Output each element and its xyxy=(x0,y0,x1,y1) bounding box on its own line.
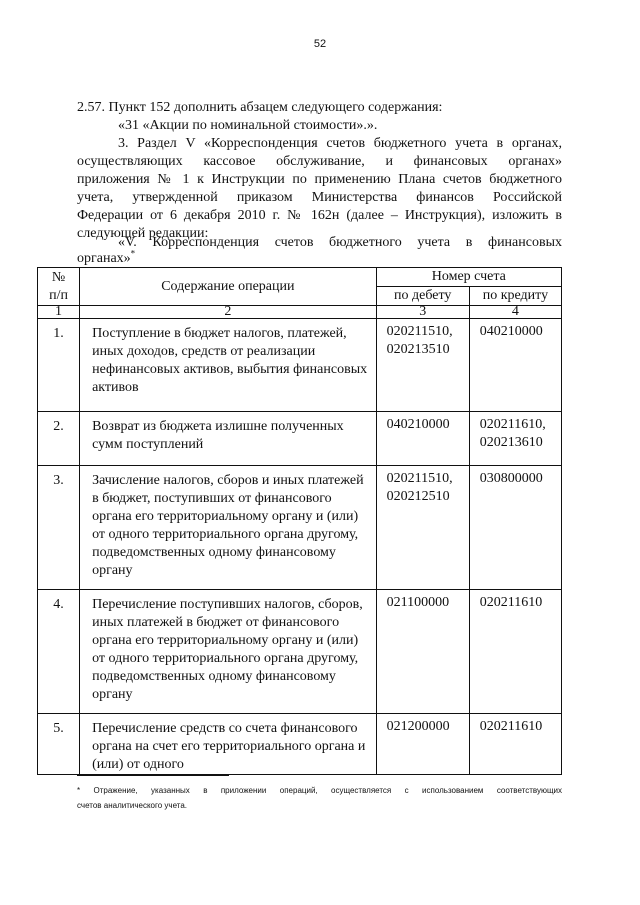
header-account-number: Номер счета xyxy=(376,268,561,287)
account-code: 040210000 xyxy=(386,417,450,432)
header-num xyxy=(38,268,80,306)
account-code: 020211610 xyxy=(479,719,543,734)
paragraph-line: осуществляющих кассовое обслуживание, и финансовых органах» xyxy=(77,154,562,169)
account-code: 020211510, xyxy=(386,324,453,339)
header-credit: по кредиту xyxy=(469,287,561,306)
column-index-cell: 4 xyxy=(469,306,561,319)
header-debit: по дебету xyxy=(376,287,469,306)
column-index-cell: 3 xyxy=(376,306,469,319)
row-debit xyxy=(376,590,469,714)
row-number: 4. xyxy=(38,590,80,714)
paragraph-line: учета, утвержденной приказом Министерства финансов Российской xyxy=(77,190,562,205)
account-code: 040210000 xyxy=(479,324,543,339)
table-row xyxy=(38,466,562,590)
row-operation: Поступление в бюджет налогов, платежей, иных доходов, средств от реализации нефинансовых активов, выбытия финансовых активов xyxy=(80,319,377,412)
paragraph-shares-item: «31 «Акции по номинальной стоимости».». xyxy=(118,118,378,133)
footnote-divider xyxy=(77,775,229,776)
paragraph-line: приложения № 1 к Инструкции по применению Плана счетов бюджетного xyxy=(77,172,562,187)
row-operation: Возврат из бюджета излишне полученных сумм поступлений xyxy=(80,412,377,466)
row-debit xyxy=(376,412,469,466)
header-num-line2: п/п xyxy=(49,287,68,303)
row-credit xyxy=(469,466,561,590)
row-credit xyxy=(469,590,561,714)
account-code: 020211510, xyxy=(386,471,453,486)
paragraph-line: следующей редакции: xyxy=(77,226,209,241)
row-operation: Перечисление поступивших налогов, сборов, иных платежей в бюджет от финансового органа его территориальному органу и (или) от одного территориального органа другому, подведомственных одному финансовому органу xyxy=(80,590,377,714)
row-number: 1. xyxy=(38,319,80,412)
table-row xyxy=(38,590,562,714)
account-code: 030800000 xyxy=(479,471,543,486)
row-number: 3. xyxy=(38,466,80,590)
table-row xyxy=(38,319,562,412)
account-code: 020213610 xyxy=(479,435,543,450)
column-index-row xyxy=(38,306,562,319)
account-code: 021100000 xyxy=(386,595,450,610)
paragraph-line: 3. Раздел V «Корреспонденция счетов бюджетного учета в органах, xyxy=(118,136,562,151)
account-code: 020211610, xyxy=(479,417,546,432)
correspondence-table xyxy=(37,267,562,775)
row-debit xyxy=(376,466,469,590)
footnote xyxy=(77,783,562,813)
row-number: 2. xyxy=(38,412,80,466)
page-number: 52 xyxy=(313,38,327,50)
row-debit xyxy=(376,714,469,775)
row-credit xyxy=(469,412,561,466)
account-code: 021200000 xyxy=(386,719,450,734)
row-credit xyxy=(469,714,561,775)
row-operation: Зачисление налогов, сборов и иных платежей в бюджет, поступивших от финансового органа его территориальному органу и (или) от одного территориального органа другому, подведомственных одному финансовому органу xyxy=(80,466,377,590)
row-credit xyxy=(469,319,561,412)
header-operation: Содержание операции xyxy=(80,268,377,306)
table-row xyxy=(38,714,562,775)
row-operation: Перечисление средств со счета финансового органа на счет его территориального органа и (или) от одного xyxy=(80,714,377,775)
column-index-cell: 2 xyxy=(80,306,377,319)
account-code: 020213510 xyxy=(386,342,450,357)
paragraph-2-57: 2.57. Пункт 152 дополнить абзацем следующего содержания: xyxy=(77,100,443,115)
section-title-line-2 xyxy=(77,250,135,268)
paragraph-line: Федерации от 6 декабря 2010 г. № 162н (далее – Инструкция), изложить в xyxy=(77,208,562,223)
column-index-cell: 1 xyxy=(38,306,80,319)
row-number: 5. xyxy=(38,714,80,775)
row-debit xyxy=(376,319,469,412)
account-code: 020211610 xyxy=(479,595,543,610)
section-title-line: «V. Корреспонденция счетов бюджетного учета в финансовых xyxy=(118,235,562,250)
footnote-line: счетов аналитического учета. xyxy=(77,801,188,810)
account-code: 020212510 xyxy=(386,489,450,504)
footnote-line: * Отражение, указанных в приложении операций, осуществляется с использованием соответствующих xyxy=(77,786,562,795)
table-row xyxy=(38,412,562,466)
section-title-text: органах» xyxy=(77,251,131,266)
header-num-line1: № xyxy=(51,269,66,285)
footnote-marker: * xyxy=(130,248,136,259)
